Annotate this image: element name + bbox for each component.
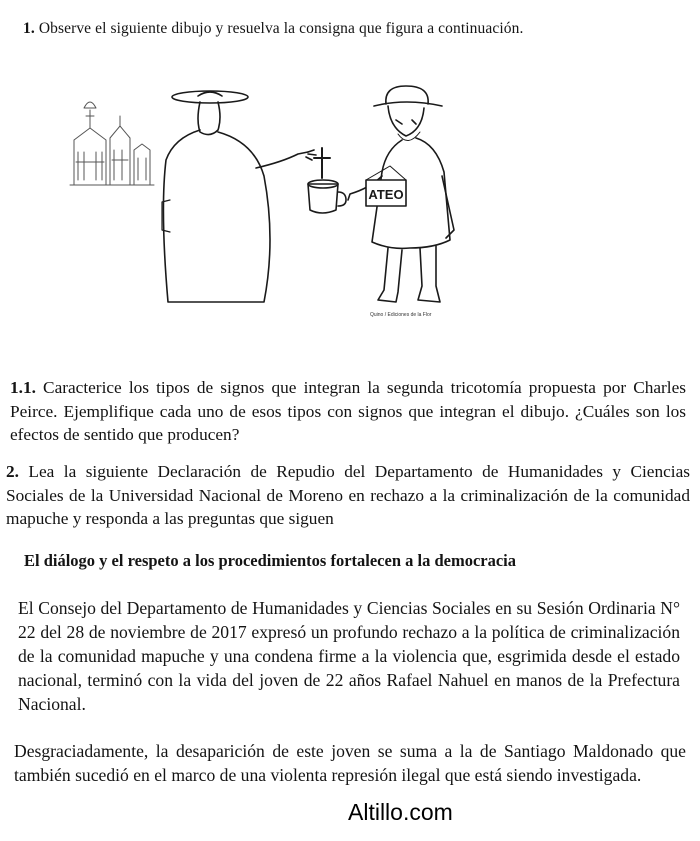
question-1-number: 1.: [23, 20, 35, 37]
question-2: [6, 460, 690, 531]
drawing-credit: Quino / Ediciones de la Flor: [370, 312, 432, 318]
cup-drawing: [308, 180, 346, 213]
declaration-title: El diálogo y el respeto a los procedimientos fortalecen a la democracia: [24, 551, 517, 570]
question-1-1-number: 1.1.: [10, 378, 36, 397]
beggar-drawing: [348, 86, 454, 302]
declaration-paragraph-1: El Consejo del Departamento de Humanidades y Ciencias Sociales en su Sesión Ordinaria N° 22 del 28 de noviembre de 2017 expresó un profundo rechazo a la política de criminalización de la comunidad mapuche y una condena firme a la violencia que, esgrimida desde el estado nacional, terminó con la vida del joven de 22 años Rafael Nahuel en manos de la Prefectura Nacional.: [18, 598, 680, 714]
question-2-text: Lea la siguiente Declaración de Repudio del Departamento de Humanidades y Ciencias Sociales de la Universidad Nacional de Moreno en rechazo a la criminalización de la comunidad mapuche y responda a las preguntas que siguen: [6, 462, 690, 528]
cartoon-drawing: [50, 80, 490, 330]
church-drawing: [70, 102, 154, 185]
question-1-1-text: Caracterice los tipos de signos que integran la segunda tricotomía propuesta por Charles Peirce. Ejemplifique cada uno de esos tipos con signos que integran el dibujo. ¿Cuáles son los efectos de sentido que producen?: [10, 378, 687, 444]
cross-icon: [314, 148, 330, 178]
question-1-text: Observe el siguiente dibujo y resuelva la consigna que figura a continuación.: [38, 20, 524, 37]
question-1-1: [10, 376, 686, 447]
priest-drawing: [162, 91, 316, 302]
declaration-paragraph-2: Desgraciadamente, la desaparición de este joven se suma a la de Santiago Maldonado que también sucedió en el marco de una violenta represión ilegal que está siendo investigada.: [14, 741, 686, 785]
question-2-number: 2.: [6, 462, 19, 481]
ateo-sign-label: ATEO: [368, 187, 404, 202]
question-1: [23, 20, 523, 38]
watermark: Altillo.com: [348, 799, 453, 825]
